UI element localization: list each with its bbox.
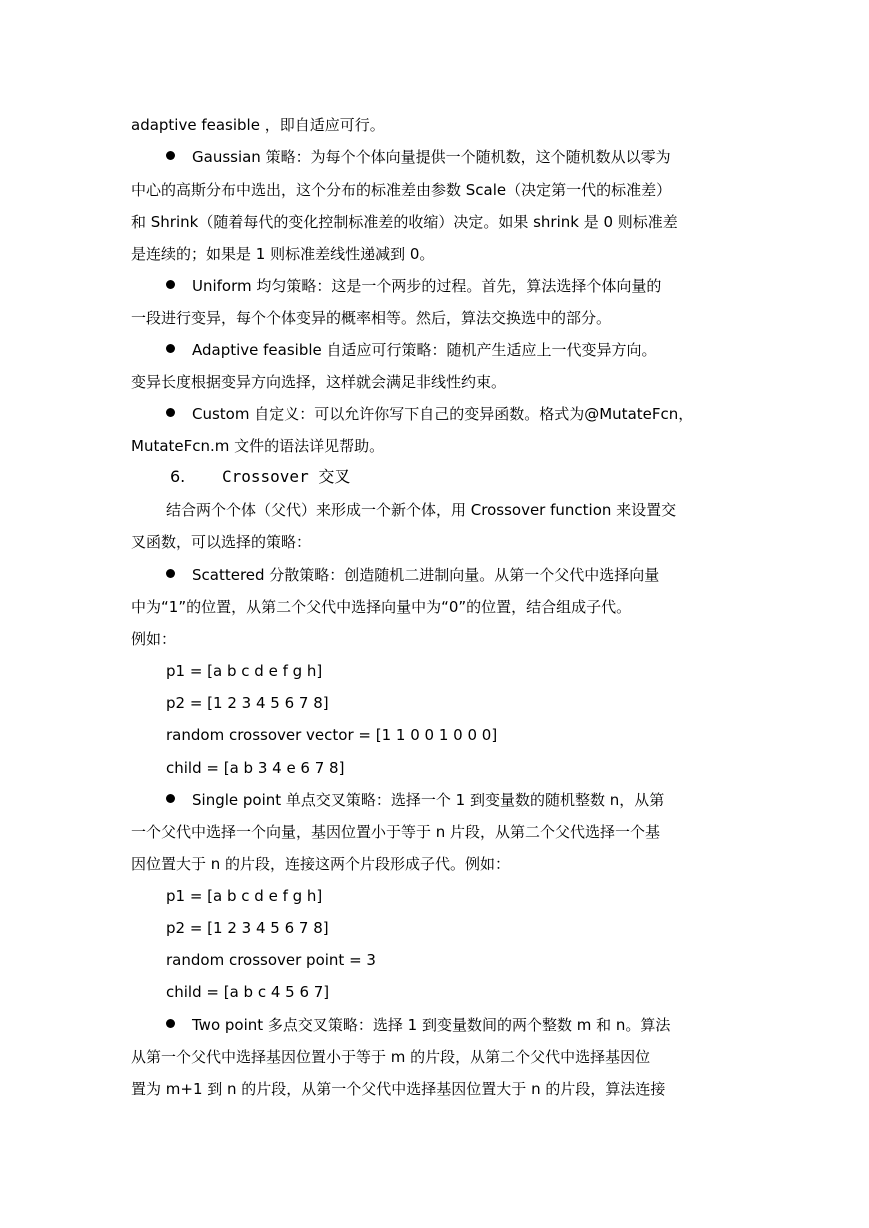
code-example-line: random crossover point = 3 (166, 951, 376, 969)
text-line: MutateFcn.m 文件的语法详见帮助。 (131, 437, 385, 455)
section-heading (170, 467, 350, 487)
bullet-icon (166, 151, 175, 160)
text-line: 置为 m+1 到 n 的片段，从第一个父代中选择基因位置大于 n 的片段，算法连接 (131, 1080, 666, 1098)
bullet-icon (166, 794, 175, 803)
list-item-single-point: Single point 单点交叉策略：选择一个 1 到变量数的随机整数 n，从第 (192, 791, 665, 809)
code-example-line: child = [a b 3 4 e 6 7 8] (166, 759, 345, 777)
list-item-scattered: Scattered 分散策略：创造随机二进制向量。从第一个父代中选择向量 (192, 566, 660, 584)
text-line: 叉函数，可以选择的策略： (131, 533, 312, 551)
code-example-line: p1 = [a b c d e f g h] (166, 887, 323, 905)
text-line: 从第一个父代中选择基因位置小于等于 m 的片段，从第二个父代中选择基因位 (131, 1048, 651, 1066)
section-number: 6. (170, 467, 186, 486)
bullet-icon (166, 569, 175, 578)
text-line: 结合两个个体（父代）来形成一个新个体，用 Crossover function 来设置交 (166, 501, 677, 519)
text-line: 一个父代中选择一个向量，基因位置小于等于 n 片段，从第二个父代选择一个基 (131, 823, 661, 841)
list-item-two-point: Two point 多点交叉策略：选择 1 到变量数间的两个整数 m 和 n。算法 (192, 1016, 671, 1034)
text-line: 和 Shrink（随着每代的变化控制标准差的收缩）决定。如果 shrink 是 0 则标准差 (131, 213, 678, 231)
text-line: 一段进行变异，每个个体变异的概率相等。然后，算法交换选中的部分。 (131, 309, 612, 327)
text-line: 中心的高斯分布中选出，这个分布的标准差由参数 Scale（决定第一代的标准差） (131, 181, 672, 199)
bullet-icon (166, 1019, 175, 1028)
section-title: Crossover 交叉 (222, 467, 351, 486)
text-line: 变异长度根据变异方向选择，这样就会满足非线性约束。 (131, 373, 507, 391)
text-line: 是连续的；如果是 1 则标准差线性递减到 0。 (131, 245, 435, 263)
list-item-uniform: Uniform 均匀策略：这是一个两步的过程。首先，算法选择个体向量的 (192, 277, 662, 295)
code-example-line: child = [a b c 4 5 6 7] (166, 983, 330, 1001)
bullet-icon (166, 344, 175, 353)
list-item-custom: Custom 自定义：可以允许你写下自己的变异函数。格式为@MutateFcn， (192, 405, 694, 423)
text-line: adaptive feasible ，即自适应可行。 (131, 116, 385, 134)
code-example-line: p1 = [a b c d e f g h] (166, 662, 323, 680)
text-line: 中为“1”的位置，从第二个父代中选择向量中为“0”的位置，结合组成子代。 (131, 598, 632, 616)
list-item-adaptive-feasible: Adaptive feasible 自适应可行策略：随机产生适应上一代变异方向。 (192, 341, 657, 359)
code-example-line: p2 = [1 2 3 4 5 6 7 8] (166, 919, 329, 937)
bullet-icon (166, 280, 175, 289)
bullet-icon (166, 408, 175, 417)
code-example-line: random crossover vector = [1 1 0 0 1 0 0 0] (166, 726, 498, 744)
text-line: 例如： (131, 630, 177, 648)
text-line: 因位置大于 n 的片段，连接这两个片段形成子代。例如： (131, 855, 511, 873)
list-item-gaussian: Gaussian 策略：为每个个体向量提供一个随机数，这个随机数从以零为 (192, 148, 671, 166)
code-example-line: p2 = [1 2 3 4 5 6 7 8] (166, 694, 329, 712)
